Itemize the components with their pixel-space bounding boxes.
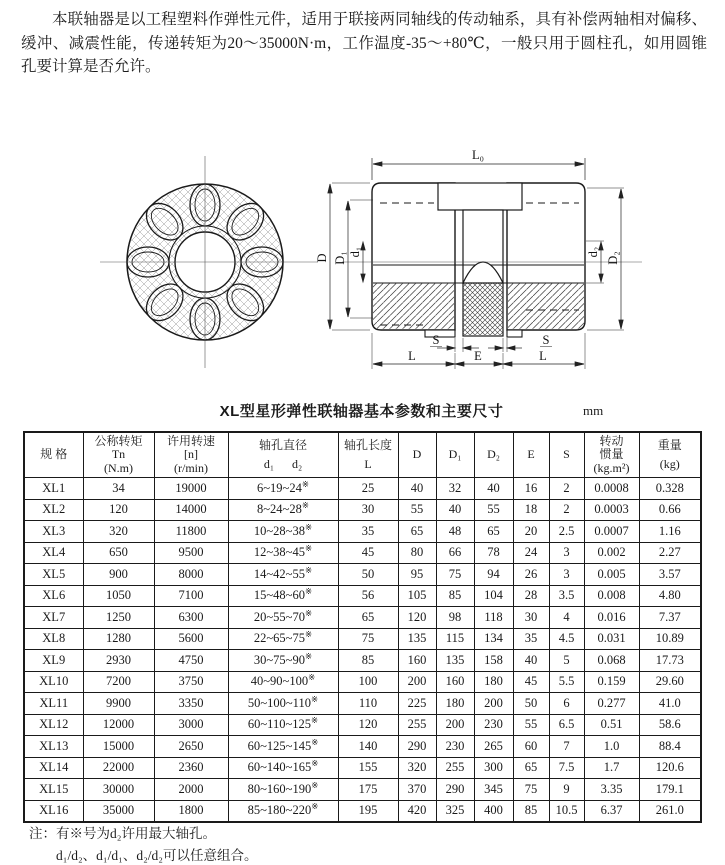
cell: 120 — [338, 714, 398, 736]
cell: 400 — [474, 800, 513, 822]
dim-label-l0: L₀ — [472, 148, 484, 162]
cell: 320 — [83, 521, 154, 543]
cell: 75 — [513, 779, 549, 801]
cell: 0.159 — [584, 671, 639, 693]
max-bore-mark: ※ — [301, 478, 309, 489]
cell: 200 — [398, 671, 436, 693]
cell: 345 — [474, 779, 513, 801]
cell: 300 — [474, 757, 513, 779]
cell: 58.6 — [639, 714, 701, 736]
cell: 120 — [83, 499, 154, 521]
cell: 1.7 — [584, 757, 639, 779]
cell: 80~160~190※ — [228, 779, 338, 801]
max-bore-mark: ※ — [304, 607, 313, 618]
cell: 75 — [338, 628, 398, 650]
cell: 25 — [338, 478, 398, 500]
table-row — [24, 585, 701, 607]
table-title: XL型星形弹性联轴器基本参数和主要尺寸 — [219, 403, 504, 420]
cell: 3.35 — [584, 779, 639, 801]
cell: 45 — [513, 671, 549, 693]
col-header-S — [549, 432, 584, 478]
cell: 0.0003 — [584, 499, 639, 521]
cell: 3750 — [154, 671, 228, 693]
cell: 261.0 — [639, 800, 701, 822]
cell: 65 — [474, 521, 513, 543]
header-label: d₁ d₂ — [263, 457, 303, 471]
dim-label-d1: d₁ — [348, 246, 362, 258]
table-row — [24, 499, 701, 521]
cell: 0.068 — [584, 650, 639, 672]
cell: 155 — [338, 757, 398, 779]
max-bore-mark: ※ — [310, 715, 319, 726]
cell: XL5 — [24, 564, 83, 586]
header-label: 规 格 — [40, 447, 68, 462]
cell: XL8 — [24, 628, 83, 650]
cell: 5.5 — [549, 671, 584, 693]
cell: XL2 — [24, 499, 83, 521]
max-bore-mark: ※ — [301, 500, 309, 511]
cell: 88.4 — [639, 736, 701, 758]
cell: 85~180~220※ — [228, 800, 338, 822]
cell: 320 — [398, 757, 436, 779]
cell: 0.016 — [584, 607, 639, 629]
cell: XL11 — [24, 693, 83, 715]
cell: 118 — [474, 607, 513, 629]
cell: 1800 — [154, 800, 228, 822]
cell: XL13 — [24, 736, 83, 758]
cell: XL15 — [24, 779, 83, 801]
cell: 325 — [436, 800, 474, 822]
header-label: S — [563, 447, 570, 462]
cell: 40 — [398, 478, 436, 500]
cell: 20~55~70※ — [228, 607, 338, 629]
cell: 290 — [398, 736, 436, 758]
cell: 255 — [436, 757, 474, 779]
cell: 60~140~165※ — [228, 757, 338, 779]
cell: 85 — [338, 650, 398, 672]
cell: 195 — [338, 800, 398, 822]
cell: 4750 — [154, 650, 228, 672]
col-header-D — [398, 432, 436, 478]
cell: 6~19~24※ — [228, 478, 338, 500]
cell: 2000 — [154, 779, 228, 801]
cell: 50 — [513, 693, 549, 715]
cell: 4.5 — [549, 628, 584, 650]
cell: 115 — [436, 628, 474, 650]
max-bore-mark: ※ — [304, 650, 313, 661]
table-row — [24, 542, 701, 564]
cell: 265 — [474, 736, 513, 758]
cell: 7200 — [83, 671, 154, 693]
table-row — [24, 607, 701, 629]
cell: 180 — [436, 693, 474, 715]
cell: 255 — [398, 714, 436, 736]
dim-label-d2: d₂ — [586, 246, 600, 258]
cell: 9900 — [83, 693, 154, 715]
cell: 8~24~28※ — [228, 499, 338, 521]
cell: 9500 — [154, 542, 228, 564]
dim-label-D: D — [315, 253, 329, 263]
cell: 66 — [436, 542, 474, 564]
cell: 65 — [513, 757, 549, 779]
cell: 85 — [513, 800, 549, 822]
col-header-weight — [639, 432, 701, 478]
table-body — [24, 478, 701, 823]
cell: 4.80 — [639, 585, 701, 607]
dim-label-D1: D₁ — [333, 251, 347, 265]
max-bore-mark: ※ — [311, 801, 319, 812]
max-bore-mark: ※ — [304, 521, 313, 532]
cell: 2.27 — [639, 542, 701, 564]
cell: 28 — [513, 585, 549, 607]
col-header-speed — [154, 432, 228, 478]
cell: 2.5 — [549, 521, 584, 543]
cell: 20 — [513, 521, 549, 543]
cell: 12~38~45※ — [228, 542, 338, 564]
cell: 17.73 — [639, 650, 701, 672]
cell: 2930 — [83, 650, 154, 672]
cell: 50 — [338, 564, 398, 586]
header-label: Tn — [111, 447, 126, 462]
note-line-1: 注：有※号为d₂许用最大轴孔。 — [29, 826, 216, 841]
dim-label-D2: D₂ — [606, 251, 620, 265]
col-header-length — [338, 432, 398, 478]
cell: 160 — [398, 650, 436, 672]
cell: XL9 — [24, 650, 83, 672]
cell: 650 — [83, 542, 154, 564]
cell: 110 — [338, 693, 398, 715]
cell: 26 — [513, 564, 549, 586]
col-header-bore — [228, 432, 338, 478]
cell: 0.0007 — [584, 521, 639, 543]
cell: 35 — [513, 628, 549, 650]
cell: 35 — [338, 521, 398, 543]
cell: 95 — [398, 564, 436, 586]
table-row — [24, 628, 701, 650]
cell: 50~100~110※ — [228, 693, 338, 715]
cell: 6.5 — [549, 714, 584, 736]
cell: 80 — [398, 542, 436, 564]
cell: 55 — [474, 499, 513, 521]
section-view — [315, 148, 642, 369]
cell: 60 — [513, 736, 549, 758]
cell: 60~110~125※ — [228, 714, 338, 736]
col-header-inertia — [584, 432, 639, 478]
max-bore-mark: ※ — [311, 758, 319, 769]
dim-label-l-left: L — [408, 349, 416, 363]
cell: 200 — [474, 693, 513, 715]
max-bore-mark: ※ — [304, 629, 313, 640]
table-row — [24, 650, 701, 672]
dim-label-l-right: L — [539, 349, 547, 363]
cell: 175 — [338, 779, 398, 801]
cell: 30 — [513, 607, 549, 629]
cell: XL16 — [24, 800, 83, 822]
cell: 6.37 — [584, 800, 639, 822]
cell: 3 — [549, 542, 584, 564]
max-bore-mark: ※ — [304, 586, 313, 597]
cell: 14~42~55※ — [228, 564, 338, 586]
dim-label-s-right: S — [542, 333, 550, 347]
cell: 1.0 — [584, 736, 639, 758]
col-header-E — [513, 432, 549, 478]
cell: XL1 — [24, 478, 83, 500]
cell: 0.277 — [584, 693, 639, 715]
dim-label-e: E — [474, 349, 482, 363]
cell: 230 — [474, 714, 513, 736]
cell: 7 — [549, 736, 584, 758]
cell: 1280 — [83, 628, 154, 650]
cell: 98 — [436, 607, 474, 629]
cell: 9 — [549, 779, 584, 801]
header-label: (r/min) — [174, 460, 208, 475]
table-title-row — [23, 400, 700, 422]
table-row — [24, 779, 701, 801]
cell: 94 — [474, 564, 513, 586]
cell: 15000 — [83, 736, 154, 758]
cell: XL6 — [24, 585, 83, 607]
cell: XL4 — [24, 542, 83, 564]
table-row — [24, 671, 701, 693]
cell: 45 — [338, 542, 398, 564]
table-row — [24, 478, 701, 500]
col-header-D2 — [474, 432, 513, 478]
table-row — [24, 800, 701, 822]
cell: 179.1 — [639, 779, 701, 801]
cell: 34 — [83, 478, 154, 500]
header-row — [24, 432, 701, 478]
max-bore-mark: ※ — [311, 779, 319, 790]
cell: 55 — [398, 499, 436, 521]
cell: 180 — [474, 671, 513, 693]
cell: 75 — [436, 564, 474, 586]
table-row — [24, 736, 701, 758]
cell: 30000 — [83, 779, 154, 801]
cell: 200 — [436, 714, 474, 736]
cell: 100 — [338, 671, 398, 693]
cell: 22~65~75※ — [228, 628, 338, 650]
cell: 225 — [398, 693, 436, 715]
table-row — [24, 521, 701, 543]
cell: 420 — [398, 800, 436, 822]
cell: 6 — [549, 693, 584, 715]
cell: 24 — [513, 542, 549, 564]
cell: 40 — [474, 478, 513, 500]
cell: XL3 — [24, 521, 83, 543]
cell: 10.89 — [639, 628, 701, 650]
cell: 7.5 — [549, 757, 584, 779]
cell: 7.37 — [639, 607, 701, 629]
header-label: E — [527, 447, 535, 462]
max-bore-mark: ※ — [308, 672, 316, 683]
table-row — [24, 693, 701, 715]
cell: 0.328 — [639, 478, 701, 500]
col-header-D1 — [436, 432, 474, 478]
dim-label-s-left: S — [432, 333, 440, 347]
cell: 22000 — [83, 757, 154, 779]
cell: 16 — [513, 478, 549, 500]
cell: 5600 — [154, 628, 228, 650]
cell: 0.51 — [584, 714, 639, 736]
table-row — [24, 714, 701, 736]
cell: 32 — [436, 478, 474, 500]
max-bore-mark: ※ — [304, 564, 313, 575]
cell: 0.0008 — [584, 478, 639, 500]
header-label: 转动 — [599, 433, 624, 448]
cell: 2 — [549, 499, 584, 521]
cell: 10.5 — [549, 800, 584, 822]
cell: 105 — [398, 585, 436, 607]
max-bore-mark: ※ — [311, 736, 319, 747]
cell: 4 — [549, 607, 584, 629]
cell: 2 — [549, 478, 584, 500]
cell: 35000 — [83, 800, 154, 822]
header-label: (kg.m²) — [593, 460, 630, 475]
max-bore-mark: ※ — [310, 693, 319, 704]
header-label: 轴孔直径 — [258, 437, 307, 452]
cell: 104 — [474, 585, 513, 607]
cell: 2650 — [154, 736, 228, 758]
cell: 0.66 — [639, 499, 701, 521]
cell: 134 — [474, 628, 513, 650]
cell: 18 — [513, 499, 549, 521]
cell: 3000 — [154, 714, 228, 736]
cell: 160 — [436, 671, 474, 693]
col-header-spec — [24, 432, 83, 478]
cell: 8000 — [154, 564, 228, 586]
header-label: (N.m) — [104, 460, 133, 475]
cell: 19000 — [154, 478, 228, 500]
cell: 48 — [436, 521, 474, 543]
cell: 3.57 — [639, 564, 701, 586]
cell: 2360 — [154, 757, 228, 779]
cell: 120.6 — [639, 757, 701, 779]
header-label: 公称转矩 — [94, 433, 143, 448]
cell: 78 — [474, 542, 513, 564]
cell: XL14 — [24, 757, 83, 779]
cell: 0.008 — [584, 585, 639, 607]
max-bore-mark: ※ — [304, 543, 313, 554]
header-label: 惯量 — [599, 447, 624, 462]
table-row — [24, 757, 701, 779]
header-label: D₁ — [448, 447, 462, 462]
table-unit: mm — [583, 403, 604, 418]
cell: 120 — [398, 607, 436, 629]
cell: 30 — [338, 499, 398, 521]
cell: XL10 — [24, 671, 83, 693]
col-header-torque — [83, 432, 154, 478]
cell: XL12 — [24, 714, 83, 736]
intro-paragraph: 本联轴器是以工程塑料作弹性元件，适用于联接两同轴线的传动轴系，具有补偿两轴相对偏移、缓冲、减震性能，传递转矩为20～35000N·m，工作温度-35～+80℃，一般只用于圆柱孔，如用圆锥孔要计算是否允许。 — [21, 11, 707, 76]
cell: 158 — [474, 650, 513, 672]
cell: 41.0 — [639, 693, 701, 715]
cell: 30~75~90※ — [228, 650, 338, 672]
technical-drawing — [0, 140, 725, 390]
cell: 85 — [436, 585, 474, 607]
cell: 11800 — [154, 521, 228, 543]
cell: 10~28~38※ — [228, 521, 338, 543]
header-label: 重量 — [657, 437, 682, 452]
header-label: L — [364, 457, 372, 471]
front-view — [100, 156, 318, 368]
header-label: 许用转速 — [166, 433, 215, 448]
cell: 1050 — [83, 585, 154, 607]
cell: 3 — [549, 564, 584, 586]
cell: 135 — [436, 650, 474, 672]
header-label: [n] — [184, 447, 198, 462]
cell: 3.5 — [549, 585, 584, 607]
cell: 60~125~145※ — [228, 736, 338, 758]
cell: 230 — [436, 736, 474, 758]
cell: 40~90~100※ — [228, 671, 338, 693]
cell: 29.60 — [639, 671, 701, 693]
cell: 3350 — [154, 693, 228, 715]
cell: 12000 — [83, 714, 154, 736]
parameters-table — [23, 431, 702, 823]
cell: 55 — [513, 714, 549, 736]
cell: 140 — [338, 736, 398, 758]
cell: 14000 — [154, 499, 228, 521]
cell: XL7 — [24, 607, 83, 629]
cell: 15~48~60※ — [228, 585, 338, 607]
cell: 0.005 — [584, 564, 639, 586]
table-row — [24, 564, 701, 586]
cell: 65 — [398, 521, 436, 543]
cell: 0.002 — [584, 542, 639, 564]
header-label: (kg) — [659, 457, 680, 471]
cell: 40 — [436, 499, 474, 521]
cell: 1250 — [83, 607, 154, 629]
cell: 40 — [513, 650, 549, 672]
note-line-2: d₁/d₂、d₁/d₁、d₂/d₂可以任意组合。 — [56, 848, 258, 863]
cell: 900 — [83, 564, 154, 586]
cell: 56 — [338, 585, 398, 607]
cell: 135 — [398, 628, 436, 650]
cell: 370 — [398, 779, 436, 801]
header-label: D — [412, 447, 422, 462]
cell: 290 — [436, 779, 474, 801]
header-label: 轴孔长度 — [343, 437, 392, 452]
cell: 5 — [549, 650, 584, 672]
cell: 65 — [338, 607, 398, 629]
cell: 1.16 — [639, 521, 701, 543]
cell: 0.031 — [584, 628, 639, 650]
cell: 7100 — [154, 585, 228, 607]
header-label: D₂ — [487, 447, 500, 462]
cell: 6300 — [154, 607, 228, 629]
